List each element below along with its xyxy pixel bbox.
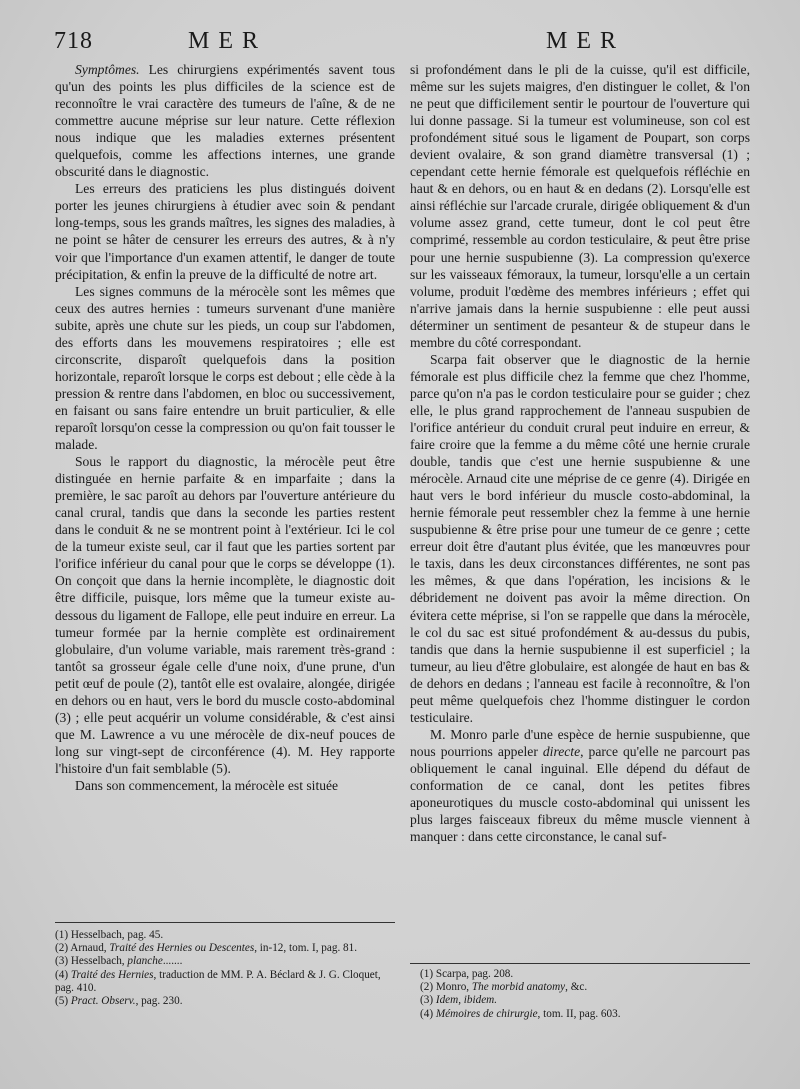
paragraph: si profondément dans le pli de la cuisse, qu'il est difficile, même sur les sujets maigres, d'en distinguer le collet, & l'on ne peut que difficilement sentir le pourtour de l'ouverture qui lui donne passage. Si la tumeur est volumineuse, son col est profondément situé sous le ligament de Poupart, son corps devient ovalaire, & son grand diamètre transversal (1) ; cependant cette hernie fémorale est quelquefois réfléchie en haut & en dehors, ou en haut & en dedans (2). Lorsqu'elle est ainsi réfléchie sur l'arcade crurale, dirigée obliquement & d'un volume assez grand, cette tumeur, dont le col peut être comprimé, ressemble au cordon testiculaire, & peut être prise pour une hernie suspubienne (3). La compression qu'exerce sur les vaisseaux fémoraux, la tumeur, lorsqu'elle a un certain volume, produit l'œdème des membres inférieurs ; effet qui n'arrive jamais dans la hernie suspubienne : elle peut aussi déterminer un sentiment de pesanteur & de stupeur dans le membre du côté correspondant.: [410, 62, 750, 350]
footnote-title: Mémoires de chirurgie: [435, 1007, 538, 1020]
paragraph: [55, 61, 395, 180]
paragraph: Scarpa fait observer que le diagnostic de la hernie fémorale est plus difficile chez la femme que chez l'homme, parce qu'on n'a pas le cordon testiculaire pour se guider ; chez elle, le plus grand rapprochement de l'anneau suspubien de l'orifice antérieur du conduit crural peut induire en erreur, & faire croire que la femme a du même côté une hernie crurale double, tandis que c'est une hernie suspubienne & une mérocèle. Arnaud cite une méprise de ce genre (4). Dirigée en haut vers le bord inférieur du muscle costo-abdominal, la hernie fémorale peut ressembler chez la femme à une hernie suspubienne & être prise pour une tumeur de ce genre ; cette erreur doit être d'autant plus évitée, que les manœuvres pour le taxis, dans les deux circonstances différentes, ne sont pas les mêmes, & que dans l'opération, les incisions & le débridement ne doivent pas avoir la même direction. On évitera cette méprise, si l'on se rappelle que dans la mérocèle, le col du sac est situé profondément & au-dessus du pubis, tandis que dans la hernie suspubienne il est superficiel ; la tumeur, au lieu d'être globulaire, est alongée de haut en bas & de dehors en dedans ; l'anneau est facile à reconnoître, & l'on peut même quelquefois chez l'homme distinguer le cordon testiculaire.: [410, 351, 750, 725]
footnote-title: Traité des Hernies ou Descentes: [109, 942, 255, 955]
paragraph: Sous le rapport du diagnostic, la mérocèle peut être distinguée en hernie parfaite & en imparfaite ; dans la première, le sac paroît au dehors par l'ouverture antérieure du canal crural, tandis que dans la seconde les parties restent dans le conduit & ne se montrent point à l'extérieur. Ici le col de la tumeur existe seul, car il faut que les parties sortent par l'orifice inférieur du canal pour que le corps se développe (1). On conçoit que dans la hernie incomplète, le diagnostic doit être difficile, puisque, lors même que la tumeur existe au-dessous du ligament de Fallope, elle peut induire en erreur. La tumeur formée par la hernie complète est ordinairement globulaire, d'un volume variable, mais rarement très-grand : tantôt sa grosseur égale celle d'une noix, d'une prune, d'un petit œuf de poule (2), tantôt elle est ovalaire, alongée, dirigée en dehors ou en haut, vers le bord du muscle costo-abdominal (3) ; elle peut acquérir un volume considérable, & c'est ainsi que M. Lawrence a vu une mérocèle de dix-neuf pouces de long sur vingt-sept de circonférence (4). M. Hey rapporte l'histoire d'un fait semblable (5).: [55, 454, 395, 776]
paragraph-text: , parce qu'elle ne parcourt pas obliquement le canal inguinal. Elle dépend du défaut de conformation de ce canal, dont les petites fibres aponeurotiques du muscle costo-abdominal qui unissent les plus larges faisceaux fibreux du même muscle viennent à manquer : dans cette circonstance, le canal suf-: [410, 743, 750, 845]
footnote: [420, 994, 750, 1007]
footnote-text: Scarpa, pag. 208.: [435, 968, 514, 980]
paragraph-text: M. Monro parle d'une espèce de hernie suspubienne, que nous pourrions appeler: [410, 726, 750, 759]
footnote-number: (1): [420, 968, 434, 980]
section-lead: Symptômes.: [75, 62, 140, 77]
footnote-text: , pag. 230.: [135, 995, 183, 1008]
footnote-text: Arnaud,: [70, 942, 110, 955]
footnote-title: Idem, ibidem.: [435, 994, 498, 1007]
footnote-number: (3): [420, 994, 434, 1007]
footnote: [55, 942, 395, 955]
page-number: 718: [54, 28, 93, 54]
footnote-text: , in-12, tom. I, pag. 81.: [254, 942, 358, 955]
footnote-text: , &c.: [565, 981, 588, 994]
footnote-text: , tom. II, pag. 603.: [537, 1007, 621, 1020]
footnote-number: (3): [55, 955, 69, 968]
footnote-text: .......: [162, 955, 183, 968]
paragraph: Dans son commencement, la mérocèle est située: [75, 777, 339, 793]
footnote: [420, 1008, 750, 1021]
left-column: [55, 61, 395, 794]
footnote: [55, 955, 395, 968]
footnote-text: Hesselbach,: [70, 955, 128, 968]
footnote: [55, 995, 395, 1008]
footnote: [420, 981, 750, 994]
footnote-text: , traduction de MM. P. A. Béclard & J. G. Cloquet, pag. 410.: [55, 968, 381, 994]
footnote-text: Monro,: [435, 981, 472, 994]
footnote-title: Traité des Hernies: [70, 968, 154, 981]
footnote: [420, 968, 750, 981]
footnote: [55, 929, 395, 942]
footnote-title: planche: [127, 955, 163, 968]
running-head-left: MER: [188, 28, 268, 54]
footnote-number: (4): [55, 968, 69, 981]
footnote: [55, 969, 395, 995]
emphasis: directe: [542, 743, 581, 759]
footnotes-left: [55, 929, 395, 1008]
paragraph: Les erreurs des praticiens les plus distingués doivent porter les jeunes chirurgiens à étudier avec soin & pendant long-temps, sous les grands maîtres, les signes des maladies, à ne point se hâter de censurer les erreurs des autres, & à n'y voir que l'importance d'un examen attentif, le danger de toute précipitation, & enfin la preuve de la difficulté de notre art.: [55, 181, 395, 282]
footnotes-right: [420, 968, 750, 1021]
page-header: [0, 28, 800, 58]
paragraph: [410, 726, 750, 845]
footnote-number: (4): [420, 1007, 434, 1020]
paragraph-text: Les chirurgiens expérimentés savent tous qu'un des points les plus difficiles de la science est de reconnoître le vrai caractère des tumeurs de l'aîne, & de ne commettre aucune méprise sur leur nature. Cette réflexion nous indique que les maladies externes présentent quelquefois, comme les affections internes, une grande obscurité dans le diagnostic.: [55, 62, 395, 180]
footnote-title: The morbid anatomy: [471, 981, 566, 994]
footnote-text: Hesselbach, pag. 45.: [70, 929, 164, 941]
paragraph: Les signes communs de la mérocèle sont les mêmes que ceux des autres hernies : tumeurs survenant d'une manière subite, après une chute sur les pieds, un coup sur l'abdomen, des efforts dans les mouvemens respiratoires ; elle est circonscrite, disparoît quelquefois dans la position horizontale, reparoît lorsque le corps est debout ; elle cède à la pression & rentre dans l'abdomen, en bloc ou successivement, en faisant ou sans faire entendre un bruit particulier, & elle reparoît lorsqu'on cesse la compression ou qu'on fait tousser le malade.: [55, 283, 395, 453]
right-column: [410, 61, 750, 845]
footnote-number: (2): [420, 981, 434, 994]
footnote-title: Pract. Observ.: [70, 995, 136, 1008]
footnote-number: (5): [55, 995, 69, 1008]
footnote-number: (2): [55, 942, 69, 955]
running-head-right: MER: [546, 28, 626, 54]
footnote-number: (1): [55, 929, 69, 941]
footnote-divider-right: [410, 963, 750, 964]
footnote-divider-left: [55, 922, 395, 923]
